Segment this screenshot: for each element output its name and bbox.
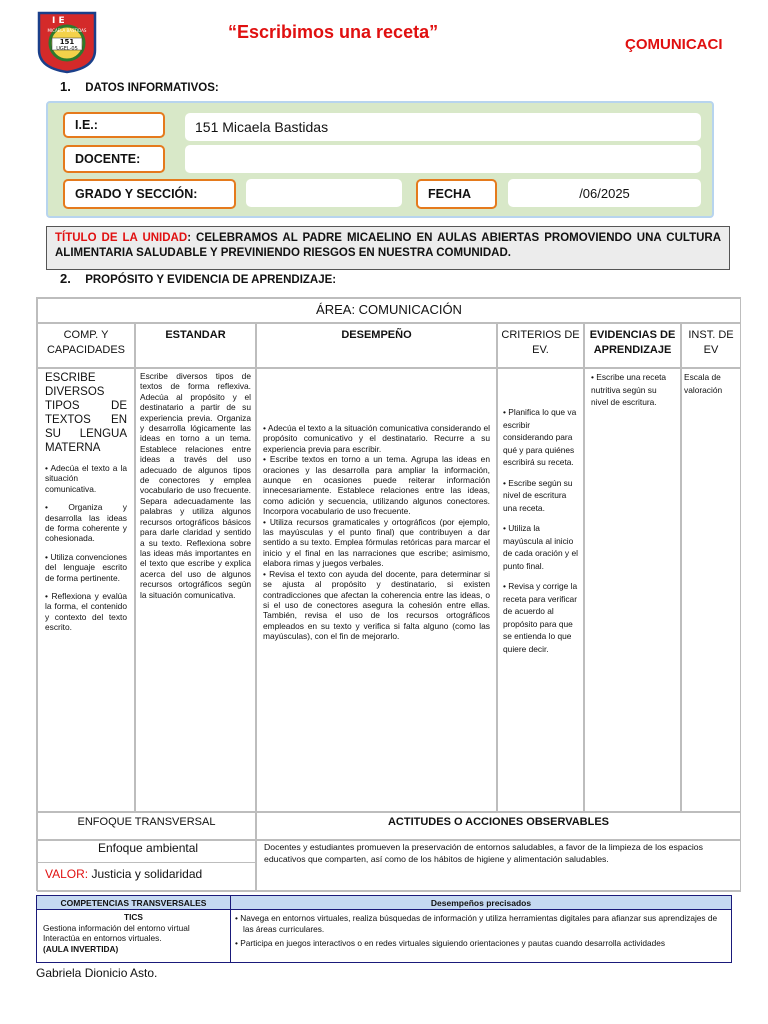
desempeno-item: • Utiliza recursos gramaticales y ortográficos (por ejemplo, las mayúsculas y el punto final) que contribuyen a dar sentido a su texto. Emplea fórmulas retóricas para marcar el inicio y el final en las narraciones que escribe; asimismo, elabora rimas y juegos verbales. xyxy=(263,516,490,569)
transversal-header-right: Desempeños precisados xyxy=(231,896,731,910)
tics-cell xyxy=(37,910,231,962)
header-criterios: CRITERIOS DE EV. xyxy=(497,323,584,368)
unit-title-box xyxy=(46,226,730,270)
enfoque-name: Enfoque ambiental xyxy=(98,841,199,855)
evidencia-item: • Escribe una receta nutritiva según su nivel de escritura. xyxy=(591,372,667,407)
ie-label: I.E.: xyxy=(63,112,165,138)
section-1-number: 1. xyxy=(60,79,71,94)
instrumento-text: Escala de valoración xyxy=(684,372,723,395)
actitudes-header: ACTITUDES O ACCIONES OBSERVABLES xyxy=(256,812,741,840)
valor-row xyxy=(45,867,202,881)
grado-field[interactable] xyxy=(246,179,402,207)
instrumento-cell xyxy=(681,368,741,812)
tics-line: Gestiona información del entorno virtual xyxy=(43,922,190,933)
valor-text: Justicia y solidaridad xyxy=(91,867,203,881)
logo-letters: I E xyxy=(52,16,65,26)
actitudes-text: Docentes y estudiantes promueven la preservación de entornos saludables, a favor de la limpieza de los espacios educativos que comparten, así como de los hábitos de higiene y alimentación saludables. xyxy=(264,842,703,864)
desempeno-precisado-item: • Navega en entornos virtuales, realiza búsquedas de información y utiliza herramientas digitales para afianzar sus aprendizajes de las áreas curriculares. xyxy=(235,913,718,934)
area-title: ÁREA: COMUNICACIÓN xyxy=(37,298,741,323)
docente-label: DOCENTE: xyxy=(63,145,165,173)
tics-title: TICS xyxy=(124,912,143,922)
tics-note: (AULA INVERTIDA) xyxy=(43,943,119,954)
competencia-title: ESCRIBE DIVERSOS TIPOS DE TEXTOS EN SU LENGUA MATERNA xyxy=(45,372,127,454)
capacidad-item: • Adecúa el texto a la situación comunicativa. xyxy=(45,463,127,494)
section-1-title: DATOS INFORMATIVOS: xyxy=(85,82,219,94)
criterios-cell xyxy=(497,368,584,812)
evidencias-cell xyxy=(584,368,681,812)
page-title: “Escribimos una receta” xyxy=(228,22,439,42)
header-desempeno: DESEMPEÑO xyxy=(256,323,497,368)
docente-field[interactable] xyxy=(185,145,701,173)
tics-line: Interactúa en entornos virtuales. xyxy=(43,933,162,944)
enfoque-header: ENFOQUE TRANSVERSAL xyxy=(37,812,256,840)
transversal-header-left: COMPETENCIAS TRANSVERSALES xyxy=(37,896,231,910)
section-2-number: 2. xyxy=(60,271,71,286)
actitudes-cell xyxy=(256,840,741,892)
desempeno-cell xyxy=(256,368,497,812)
enfoque-cell xyxy=(37,840,256,892)
capacidad-item: • Organiza y desarrolla las ideas de forma coherente y cohesionada. xyxy=(45,502,127,544)
header-estandar: ESTANDAR xyxy=(135,323,256,368)
desempeno-item: • Revisa el texto con ayuda del docente, para determinar si se ajusta al propósito y destinatario, si existen contradicciones que afectan la coherencia entre las ideas, o si el uso de conectores asegura la cohesión entre ellas. También, revisa el uso de los recursos ortográficos empleados en su texto y verifica si falta alguno (como las mayúsculas), con el fin de mejorarlo. xyxy=(263,568,490,642)
info-box xyxy=(46,101,714,218)
header-comp: COMP. Y CAPACIDADES xyxy=(37,323,135,368)
criterio-item: • Escribe según su nivel de escritura una receta. xyxy=(503,477,573,513)
fecha-field[interactable]: /06/2025 xyxy=(508,179,701,207)
unit-title-label: TÍTULO DE LA UNIDAD xyxy=(55,232,188,244)
criterio-item: • Revisa y corrige la receta para verificar de acuerdo al propósito para que se entienda lo que quiere decir. xyxy=(503,581,578,654)
desempeno-item: • Escribe textos en torno a un tema. Agrupa las ideas en oraciones y las desarrolla para ampliar la información, aunque en ocasiones puede reiterar información innecesariamente. Establece relaciones entre las ideas, como adición y secuencia, utilizando algunos conectores. Incorpora vocabulario de uso frecuente. xyxy=(263,454,490,517)
logo-number: 151 xyxy=(59,38,75,46)
desempenos-precisados-cell xyxy=(231,910,731,962)
desempeno-item: • Adecúa el texto a la situación comunicativa considerando el propósito comunicativo y el destinatario. Recurre a su experiencia previa para escribir. xyxy=(263,423,490,454)
transversal-table xyxy=(36,895,732,963)
ie-field[interactable]: 151 Micaela Bastidas xyxy=(185,113,701,141)
section-1-heading xyxy=(60,79,219,94)
criterio-item: • Planifica lo que va escribir considerando para qué y para quiénes escribirá su receta. xyxy=(503,407,577,467)
valor-label: VALOR: xyxy=(45,867,89,881)
criterio-item: • Utiliza la mayúscula al inicio de cada oración y el punto final. xyxy=(503,523,578,571)
author-name: Gabriela Dionicio Asto. xyxy=(36,966,158,980)
header-evidencias: EVIDENCIAS DE APRENDIZAJE xyxy=(584,323,681,368)
desempeno-precisado-item: • Participa en juegos interactivos o en redes virtuales siguiendo orientaciones y pautas cuando desarrolla actividades xyxy=(235,938,665,949)
grado-label: GRADO Y SECCIÓN: xyxy=(63,179,236,209)
estandar-text: Escribe diversos tipos de textos de forma reflexiva. Adecúa al propósito y el destinatario a partir de su experiencia previa. Organiza y desarrolla lógicamente las ideas en torno a un tema. Establece relaciones entre ideas a través del uso adecuado de algunos tipos de conectores y emplea vocabulario de uso frecuente. Separa adecuadamente las palabras y utiliza algunos recursos ortográficos básicos para darle claridad y sentido a su texto. Reflexiona sobre las ideas más importantes en el texto que escribe y explica acerca del uso de algunos recursos ortográficos según la situación comunicativa. xyxy=(140,371,251,600)
logo-ugel: UGEL-05 xyxy=(56,46,78,52)
competencias-cell xyxy=(37,368,135,812)
section-2-title: PROPÓSITO Y EVIDENCIA DE APRENDIZAJE: xyxy=(85,274,337,286)
section-2-heading xyxy=(60,271,336,286)
header-inst: INST. DE EV xyxy=(681,323,741,368)
learning-table xyxy=(36,297,741,891)
estandar-cell xyxy=(135,368,256,812)
school-logo xyxy=(36,10,98,74)
fecha-label: FECHA xyxy=(416,179,497,209)
area-tag: ÇOMUNICACI xyxy=(625,36,723,53)
capacidad-item: • Utiliza convenciones del lenguaje escrito de forma pertinente. xyxy=(45,551,127,583)
capacidad-item: • Reflexiona y evalúa la forma, el contenido y contexto del texto escrito. xyxy=(45,591,127,633)
unit-title-text: : CELEBRAMOS AL PADRE MICAELINO EN AULAS ABIERTAS PROMOVIENDO UNA CULTURA ALIMENTARIA SALUDABLE Y PREVINIENDO RIESGOS EN NUESTRA COMUNIDAD. xyxy=(55,232,722,259)
logo-school-name: MICAELA BASTIDAS xyxy=(47,28,87,33)
